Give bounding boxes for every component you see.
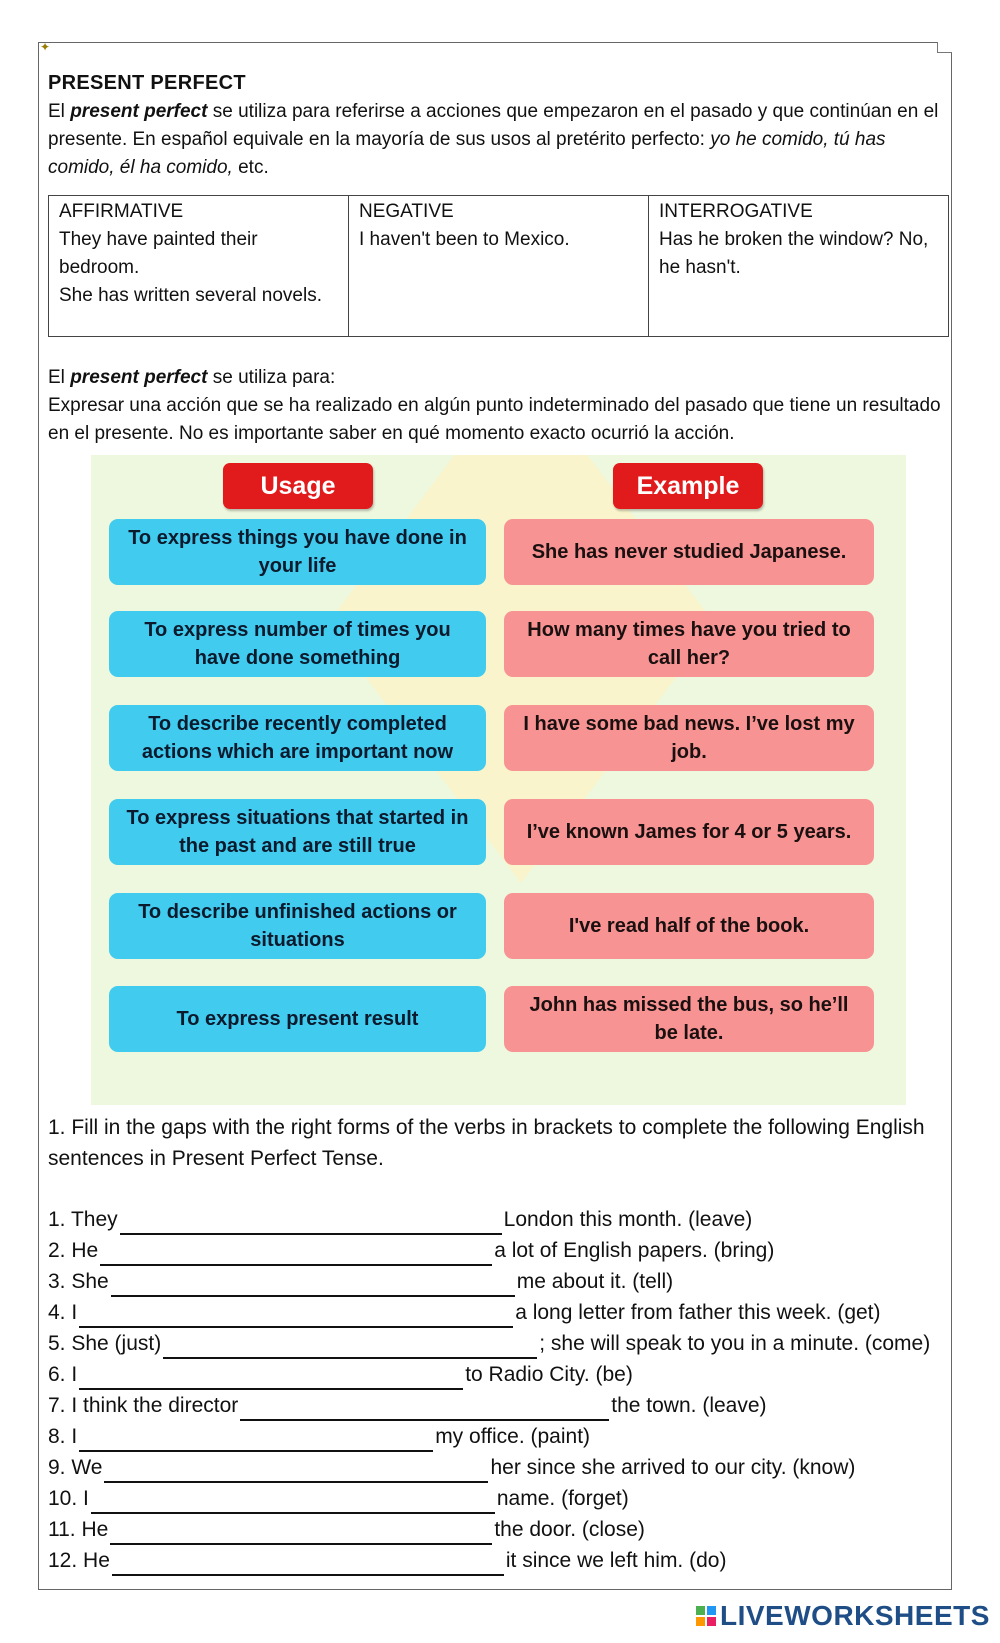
answer-input[interactable] [240,1397,609,1421]
uses-text-2: se utiliza para: [207,367,336,388]
answer-input[interactable] [79,1366,463,1390]
liveworksheets-logo-icon [695,1605,717,1627]
item-prefix: 9. We [48,1456,103,1479]
exercise-item [48,1206,752,1234]
item-prefix: 12. He [48,1549,110,1572]
usage-row [91,893,906,959]
example-card: She has never studied Japanese. [504,519,874,585]
usage-row [91,799,906,865]
intro-text-3: etc. [232,157,269,178]
answer-input[interactable] [104,1459,488,1483]
answer-input[interactable] [163,1335,537,1359]
item-prefix: 6. I [48,1363,78,1386]
item-prefix: 7. I think the director [48,1394,239,1417]
intro-term: present perfect [70,101,208,122]
intro-paragraph [48,98,948,182]
item-suffix: her since she arrived to our city. (know) [490,1456,856,1479]
answer-input[interactable] [100,1242,492,1266]
item-suffix: a lot of English papers. (bring) [494,1239,775,1262]
exercise-item [48,1516,645,1544]
answer-input[interactable] [112,1552,504,1576]
answer-input[interactable] [79,1304,513,1328]
item-prefix: 5. She (just) [48,1332,162,1355]
uses-paragraph [48,364,958,448]
negative-example: I haven't been to Mexico. [359,229,570,250]
answer-input[interactable] [91,1490,495,1514]
exercise-item [48,1268,673,1296]
usage-row [91,986,906,1052]
example-card: I’ve known James for 4 or 5 years. [504,799,874,865]
exercise-instructions: 1. Fill in the gaps with the right forms of the verbs in brackets to complete the following English sentences in Present Perfect Tense. [48,1116,925,1170]
item-suffix: it since we left him. (do) [505,1549,727,1572]
item-prefix: 8. I [48,1425,78,1448]
item-prefix: 3. She [48,1270,109,1293]
intro-examples: yo he comido, tú has comido, él ha comido, [48,129,886,178]
liveworksheets-logo [695,1600,990,1632]
item-suffix: me about it. (tell) [516,1270,674,1293]
example-card: I have some bad news. I’ve lost my job. [504,705,874,771]
answer-input[interactable] [111,1273,515,1297]
item-suffix: London this month. (leave) [503,1208,753,1231]
forms-table [48,195,949,337]
item-suffix: the door. (close) [494,1518,645,1541]
example-card: I've read half of the book. [504,893,874,959]
usage-infographic [91,455,906,1105]
exercise-item [48,1361,633,1389]
pin-icon: ✦ [40,40,51,54]
usage-card: To describe recently completed actions which are important now [109,705,486,771]
uses-term: present perfect [70,367,208,388]
answer-input[interactable] [120,1211,502,1235]
example-header: Example [613,463,763,509]
exercise-item [48,1392,767,1420]
exercise-item [48,1237,774,1265]
page-title: PRESENT PERFECT [48,72,246,94]
exercise-item [48,1330,930,1358]
usage-card: To express situations that started in the past and are still true [109,799,486,865]
interrogative-cell [649,196,949,337]
exercise-item [48,1423,590,1451]
usage-card: To express number of times you have done something [109,611,486,677]
usage-card: To express present result [109,986,486,1052]
negative-cell [349,196,649,337]
example-card: John has missed the bus, so he’ll be late. [504,986,874,1052]
exercise-item [48,1454,855,1482]
item-suffix: ; she will speak to you in a minute. (come) [539,1332,931,1355]
exercise-item [48,1299,881,1327]
usage-header: Usage [223,463,373,509]
item-prefix: 11. He [48,1518,109,1541]
item-prefix: 4. I [48,1301,78,1324]
interrogative-heading: INTERROGATIVE [659,201,813,222]
usage-row [91,611,906,677]
item-suffix: the town. (leave) [611,1394,767,1417]
intro-text-1: El [48,101,71,122]
intro-text-2: se utiliza para referirse a acciones que empezaron en el pasado y que continúan en el presente. En español equivale en la mayoría de sus usos al pretérito perfecto: [48,101,939,150]
exercise-item [48,1485,629,1513]
uses-text-3: Expresar una acción que se ha realizado en algún punto indeterminado del pasado que tiene un resultado en el presente. No es importante saber en qué momento exacto ocurrió la acción. [48,395,941,444]
logo-text: LIVEWORKSHEETS [720,1600,990,1631]
affirmative-cell [49,196,349,337]
uses-text-1: El [48,367,71,388]
interrogative-example: Has he broken the window? No, he hasn't. [659,229,929,278]
item-suffix: to Radio City. (be) [465,1363,633,1386]
item-prefix: 2. He [48,1239,99,1262]
usage-card: To express things you have done in your life [109,519,486,585]
item-suffix: my office. (paint) [435,1425,591,1448]
item-prefix: 10. I [48,1487,89,1510]
affirmative-example-2: She has written several novels. [59,285,322,306]
answer-input[interactable] [110,1521,492,1545]
item-prefix: 1. They [48,1208,118,1231]
negative-heading: NEGATIVE [359,201,454,222]
usage-row [91,705,906,771]
page-fold-icon [937,42,952,53]
exercise-item [48,1547,726,1575]
usage-card: To describe unfinished actions or situations [109,893,486,959]
example-card: How many times have you tried to call her? [504,611,874,677]
affirmative-example-1: They have painted their bedroom. [59,229,258,278]
affirmative-heading: AFFIRMATIVE [59,201,184,222]
item-suffix: name. (forget) [496,1487,629,1510]
item-suffix: a long letter from father this week. (get) [515,1301,881,1324]
usage-row [91,519,906,585]
answer-input[interactable] [79,1428,433,1452]
